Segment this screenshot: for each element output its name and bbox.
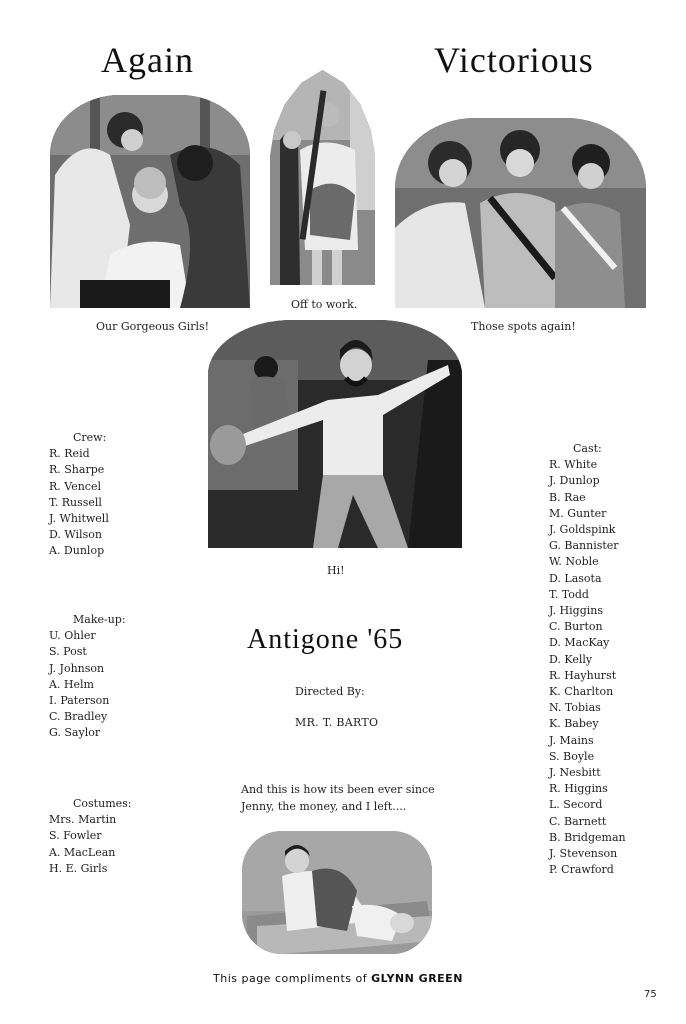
costumes-title: Costumes: <box>73 797 132 810</box>
footer-sponsor: GLYNN GREEN <box>371 972 463 985</box>
footer-credit <box>213 972 463 985</box>
cast-member: M. Gunter <box>549 506 607 520</box>
cast-member: D. MacKay <box>549 636 610 650</box>
photo-spots-again <box>395 118 646 308</box>
costumes-member: S. Fowler <box>49 829 102 843</box>
crew-list <box>49 430 109 560</box>
makeup-title: Make-up: <box>73 613 126 626</box>
crew-title: Crew: <box>73 431 107 444</box>
crew-member: R. Sharpe <box>49 463 105 477</box>
makeup-member: U. Ohler <box>49 629 96 643</box>
caption-gorgeous-girls: Our Gorgeous Girls! <box>96 320 210 333</box>
makeup-member: J. Johnson <box>49 661 105 675</box>
cast-member: S. Boyle <box>549 749 595 763</box>
photo-reclining <box>242 831 432 954</box>
cast-member: J. Nesbitt <box>549 766 601 780</box>
crew-member: A. Dunlop <box>49 544 105 558</box>
heading-again: Again <box>101 40 194 80</box>
footer-prefix: This page compliments of <box>213 972 368 985</box>
cast-member: C. Barnett <box>549 814 607 828</box>
page-number: 75 <box>644 989 657 1000</box>
caption-reclining <box>241 781 435 815</box>
crew-member: R. Reid <box>49 447 90 461</box>
cast-member: R. Higgins <box>549 782 608 796</box>
directed-by-label: Directed By: <box>295 685 365 698</box>
cast-member: R. White <box>549 458 598 472</box>
cast-list <box>549 441 626 878</box>
cast-title: Cast: <box>573 442 602 455</box>
crew-member: D. Wilson <box>49 528 102 542</box>
costumes-list <box>49 796 131 877</box>
caption-line-1: And this is how its been ever since <box>241 783 435 796</box>
cast-member: J. Higgins <box>549 604 603 618</box>
cast-member: G. Bannister <box>549 539 619 553</box>
caption-hi: Hi! <box>327 564 345 577</box>
cast-member: P. Crawford <box>549 863 614 877</box>
cast-member: T. Todd <box>549 587 589 601</box>
play-title: Antigone '65 <box>247 624 404 655</box>
makeup-member: G. Saylor <box>49 726 101 740</box>
cast-member: B. Bridgeman <box>549 830 626 844</box>
cast-member: K. Charlton <box>549 685 614 699</box>
photo-off-to-work <box>270 70 375 285</box>
caption-off-to-work: Off to work. <box>291 298 358 311</box>
photo-gorgeous-girls <box>50 95 250 308</box>
photo-hi <box>208 320 462 548</box>
costumes-member: A. MacLean <box>49 845 116 859</box>
makeup-member: C. Bradley <box>49 710 108 724</box>
cast-member: B. Rae <box>549 490 586 504</box>
cast-member: D. Lasota <box>549 571 602 585</box>
caption-line-2: Jenny, the money, and I left.... <box>241 800 407 813</box>
cast-member: J. Goldspink <box>549 523 616 537</box>
makeup-member: S. Post <box>49 645 87 659</box>
cast-member: L. Secord <box>549 798 603 812</box>
makeup-list <box>49 612 126 742</box>
caption-spots-again: Those spots again! <box>471 320 576 333</box>
director-name: MR. T. BARTO <box>295 716 379 729</box>
heading-victorious: Victorious <box>434 40 594 80</box>
cast-member: J. Mains <box>549 733 594 747</box>
cast-member: W. Noble <box>549 555 599 569</box>
crew-member: R. Vencel <box>49 479 101 493</box>
makeup-member: I. Paterson <box>49 694 110 708</box>
cast-member: N. Tobias <box>549 701 601 715</box>
cast-member: D. Kelly <box>549 652 593 666</box>
costumes-member: H. E. Girls <box>49 861 108 875</box>
crew-member: J. Whitwell <box>49 512 109 526</box>
cast-member: C. Burton <box>549 620 603 634</box>
crew-member: T. Russell <box>49 495 102 509</box>
costumes-member: Mrs. Martin <box>49 813 117 827</box>
cast-member: J. Stevenson <box>549 847 618 861</box>
makeup-member: A. Helm <box>49 677 94 691</box>
cast-member: K. Babey <box>549 717 599 731</box>
cast-member: J. Dunlop <box>549 474 600 488</box>
cast-member: R. Hayhurst <box>549 668 617 682</box>
